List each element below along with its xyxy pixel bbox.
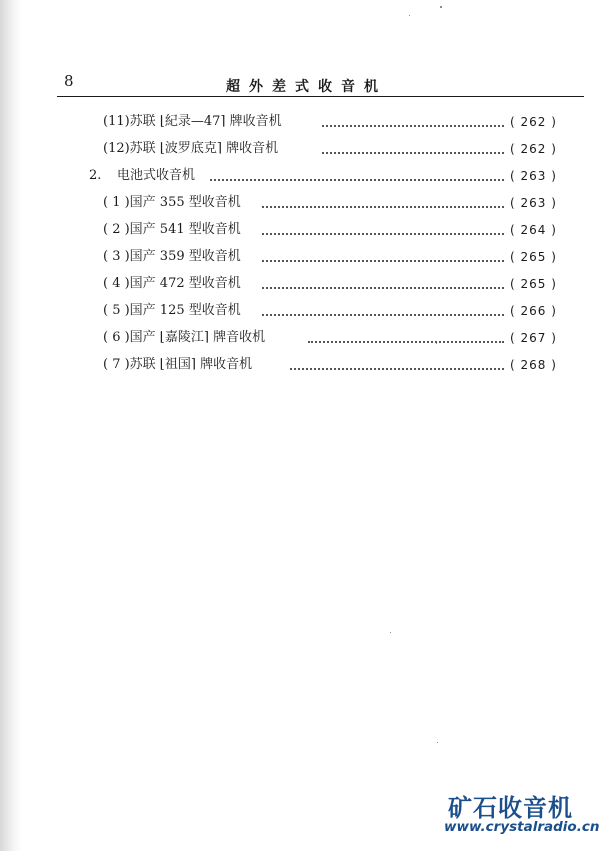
dot-leader xyxy=(262,260,504,262)
toc-entry xyxy=(0,274,615,294)
dot-leader xyxy=(262,206,504,208)
toc-entry-page: ( 263 ) xyxy=(510,169,557,183)
scan-speck xyxy=(409,15,410,16)
dot-leader xyxy=(210,179,504,181)
dot-leader xyxy=(308,341,504,343)
toc-entry-page: ( 265 ) xyxy=(510,250,557,264)
toc-entry-title: ( 2 )国产 541 型收音机 xyxy=(103,222,241,237)
toc-entry-title: ( 4 )国产 472 型收音机 xyxy=(103,276,241,291)
toc-entry xyxy=(0,139,615,159)
section-number: 2. xyxy=(89,168,102,183)
toc-entry xyxy=(0,112,615,132)
toc-entry xyxy=(0,193,615,213)
scan-speck xyxy=(440,6,442,8)
dot-leader xyxy=(322,152,504,154)
toc-entry-title: ( 6 )国产 ⌊嘉陵江⌉ 牌音收机 xyxy=(103,330,266,345)
dot-leader xyxy=(262,314,504,316)
toc-entry-page: ( 263 ) xyxy=(510,196,557,210)
toc-entry-page: ( 265 ) xyxy=(510,277,557,291)
toc-entry-page: ( 262 ) xyxy=(510,115,557,129)
watermark xyxy=(444,788,609,848)
dot-leader xyxy=(290,368,504,370)
toc-entry xyxy=(0,355,615,375)
dot-leader xyxy=(322,125,504,127)
toc-entry-page: ( 264 ) xyxy=(510,223,557,237)
running-title: 超外差式收音机 xyxy=(226,79,387,95)
dot-leader xyxy=(262,233,504,235)
toc-entry xyxy=(0,247,615,267)
toc-entry-title: ( 3 )国产 359 型收音机 xyxy=(103,249,241,264)
toc-entry-title: (11)苏联 ⌊紀录—47⌉ 牌收音机 xyxy=(103,114,282,129)
toc-entry-page: ( 268 ) xyxy=(510,358,557,372)
toc-entry-title: ( 1 )国产 355 型收音机 xyxy=(103,195,241,210)
scan-speck xyxy=(437,742,438,743)
toc-entry xyxy=(0,166,615,186)
watermark-url: www.crystalradio.cn xyxy=(444,819,600,835)
scan-speck xyxy=(390,632,391,633)
toc-entry-title: ( 7 )苏联 ⌊祖国⌉ 牌收音机 xyxy=(103,357,253,372)
toc-entry-title: 电池式收音机 xyxy=(117,168,196,183)
toc-entry xyxy=(0,328,615,348)
scan-speck xyxy=(436,343,437,344)
toc-entry-page: ( 266 ) xyxy=(510,304,557,318)
page-number: 8 xyxy=(64,72,74,90)
dot-leader xyxy=(262,287,504,289)
toc-entry xyxy=(0,301,615,321)
toc-entry-title: (12)苏联 ⌊波罗底克⌉ 牌收音机 xyxy=(103,141,279,156)
toc-entry-page: ( 267 ) xyxy=(510,331,557,345)
toc-entry-page: ( 262 ) xyxy=(510,142,557,156)
toc-entry xyxy=(0,220,615,240)
toc-entry-title: ( 5 )国产 125 型收音机 xyxy=(103,303,241,318)
watermark-logo: 矿石收音机 xyxy=(448,794,573,822)
